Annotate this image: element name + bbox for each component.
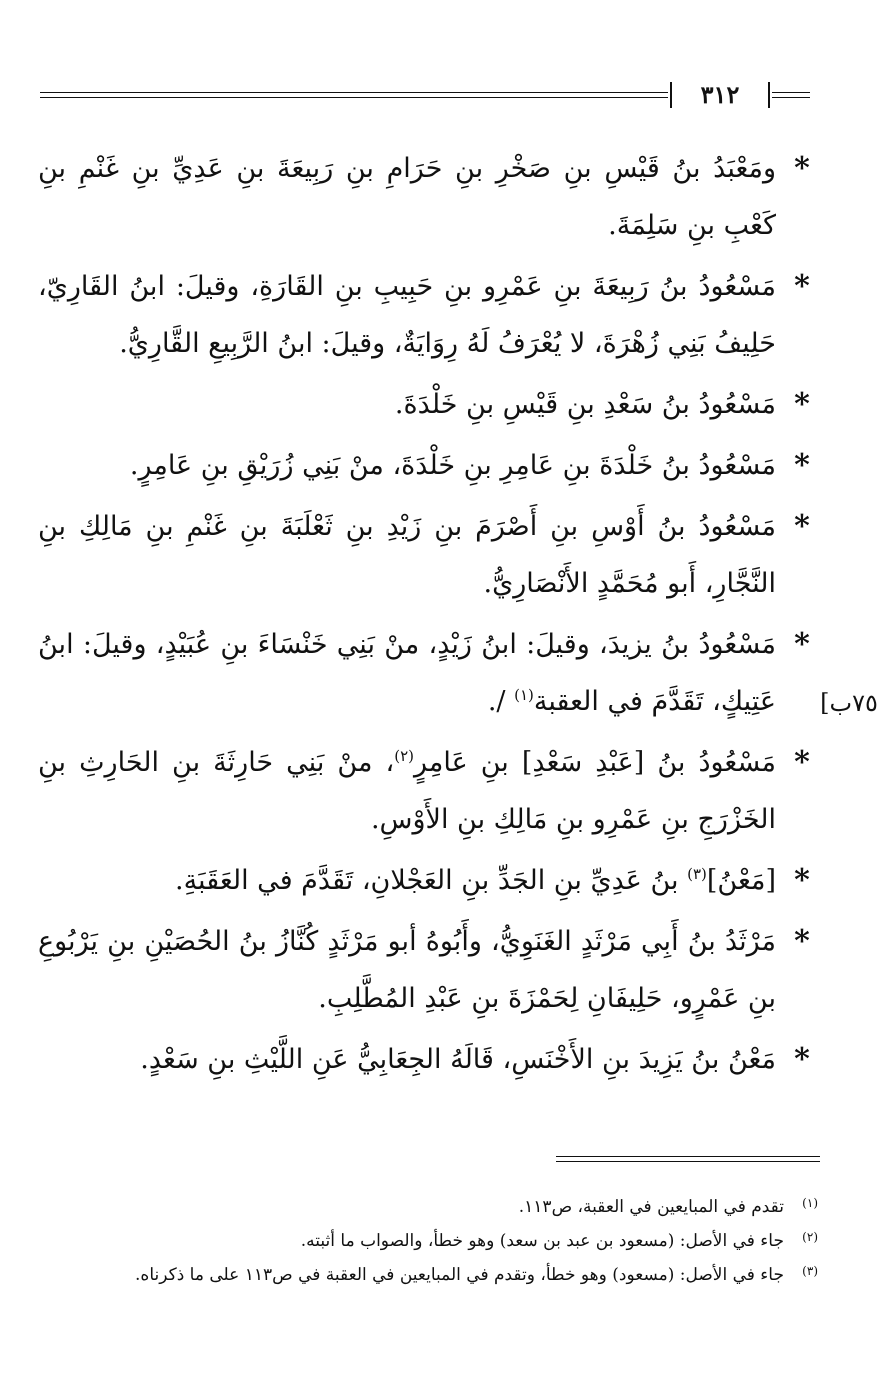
entry-text-tail: بنُ عَدِيِّ بنِ الجَدِّ بنِ العَجْلانِ، تَقَدَّمَ في العَقَبَةِ. xyxy=(174,865,688,896)
entry-text-tail: /. xyxy=(487,686,515,717)
asterisk-bullet: * xyxy=(794,269,810,304)
entry-text: مَسْعُودُ بنُ سَعْدِ بنِ قَيْسِ بنِ خَلْدَةَ. xyxy=(394,389,776,420)
footnotes xyxy=(38,1190,818,1292)
list-item xyxy=(38,140,818,254)
asterisk-bullet: * xyxy=(794,1042,810,1077)
list-item xyxy=(38,616,818,730)
footnote-ref[interactable]: (١) xyxy=(514,686,534,704)
footnote-number: (٢) xyxy=(802,1230,818,1244)
header-bar xyxy=(670,82,672,108)
entry-text: مَسْعُودُ بنُ خَلْدَةَ بنِ عَامِرِ بنِ خَلْدَةَ، منْ بَنِي زُرَيْقِ بنِ عَامِرٍ. xyxy=(129,450,776,481)
list-item xyxy=(38,258,818,372)
entry-text: ومَعْبَدُ بنُ قَيْسِ بنِ صَخْرِ بنِ حَرَامِ بنِ رَبِيعَةَ بنِ عَدِيِّ بنِ غَنْمِ بنِ كَعْبِ بنِ سَلِمَةَ. xyxy=(38,153,776,241)
list-item xyxy=(38,1031,818,1088)
header-bar xyxy=(768,82,770,108)
footnote-ref[interactable]: (٣) xyxy=(687,865,707,883)
list-item xyxy=(38,852,818,909)
entry-text-tail: ، منْ بَنِي حَارِثَةَ بنِ الحَارِثِ بنِ الخَزْرَجِ بنِ عَمْرِو بنِ مَالِكِ بنِ الأَوْسِ. xyxy=(38,747,776,835)
list-item xyxy=(38,913,818,1027)
footnote-number: (٣) xyxy=(802,1264,818,1278)
asterisk-bullet: * xyxy=(794,924,810,959)
asterisk-bullet: * xyxy=(794,863,810,898)
entry-text: [مَعْنُ] xyxy=(706,865,776,896)
page-header xyxy=(40,80,810,114)
list-item xyxy=(38,734,818,848)
entry-text: مَسْعُودُ بنُ أَوْسِ بنِ أَصْرَمَ بنِ زَيْدِ بنِ ثَعْلَبَةَ بنِ غَنْمِ بنِ مَالِكِ بنِ النَّجَّارِ، أَبو مُحَمَّدٍ الأَنْصَارِيُّ. xyxy=(38,511,776,599)
footnote-text: جاء في الأصل: (مسعود) وهو خطأ، وتقدم في المبايعين في العقبة في ص١١٣ على ما ذكرناه. xyxy=(135,1265,784,1285)
footnote xyxy=(38,1258,818,1292)
list-item xyxy=(38,376,818,433)
asterisk-bullet: * xyxy=(794,448,810,483)
footnote-ref[interactable]: (٢) xyxy=(394,747,414,765)
footnote-text: جاء في الأصل: (مسعود بن عبد بن سعد) وهو خطأ، والصواب ما أثبته. xyxy=(300,1231,784,1251)
list-item xyxy=(38,437,818,494)
entry-text: مَعْنُ بنُ يَزِيدَ بنِ الأَخْنَسِ، قَالَهُ الجِعَابِيُّ عَنِ اللَّيْثِ بنِ سَعْدٍ. xyxy=(140,1044,776,1075)
entry-text: مَسْعُودُ بنُ [عَبْدِ سَعْدِ] بنِ عَامِرٍ xyxy=(413,747,776,778)
header-rule-right xyxy=(772,92,810,98)
footnote-text: تقدم في المبايعين في العقبة، ص١١٣. xyxy=(518,1197,784,1217)
entry-text: مَرْثَدُ بنُ أَبِي مَرْثَدٍ الغَنَوِيُّ، وأَبُوهُ أبو مَرْثَدٍ كُنَّازُ بنُ الحُصَيْنِ بنِ يَرْبُوعِ بنِ عَمْرٍو، حَلِيفَانِ لِحَمْزَةَ بنِ عَبْدِ المُطَّلِبِ. xyxy=(38,926,776,1014)
entry-list xyxy=(38,140,818,1092)
footnote xyxy=(38,1190,818,1224)
margin-folio-note: ٧٥ب] xyxy=(820,689,878,717)
footnote-separator xyxy=(556,1156,820,1162)
header-rule-left xyxy=(40,92,668,98)
entry-text: مَسْعُودُ بنُ رَبِيعَةَ بنِ عَمْرِو بنِ حَبِيبِ بنِ القَارَةِ، وقيلَ: ابنُ القَارِيّ، حَلِيفُ بَنِي زُهْرَةَ، لا يُعْرَفُ لَهُ رِوَايَةٌ، وقيلَ: ابنُ الرَّبِيعِ القَّارِيُّ. xyxy=(38,271,776,359)
asterisk-bullet: * xyxy=(794,627,810,662)
asterisk-bullet: * xyxy=(794,509,810,544)
page-number: ٣١٢ xyxy=(700,80,740,109)
asterisk-bullet: * xyxy=(794,151,810,186)
asterisk-bullet: * xyxy=(794,745,810,780)
footnote-number: (١) xyxy=(802,1196,818,1210)
list-item xyxy=(38,498,818,612)
asterisk-bullet: * xyxy=(794,387,810,422)
entry-text: مَسْعُودُ بنُ يزيدَ، وقيلَ: ابنُ زَيْدٍ، منْ بَنِي خَنْسَاءَ بنِ عُبَيْدٍ، وقيلَ: ابنُ عَتِيكٍ، تَقَدَّمَ في العقبة xyxy=(38,629,776,717)
footnote xyxy=(38,1224,818,1258)
